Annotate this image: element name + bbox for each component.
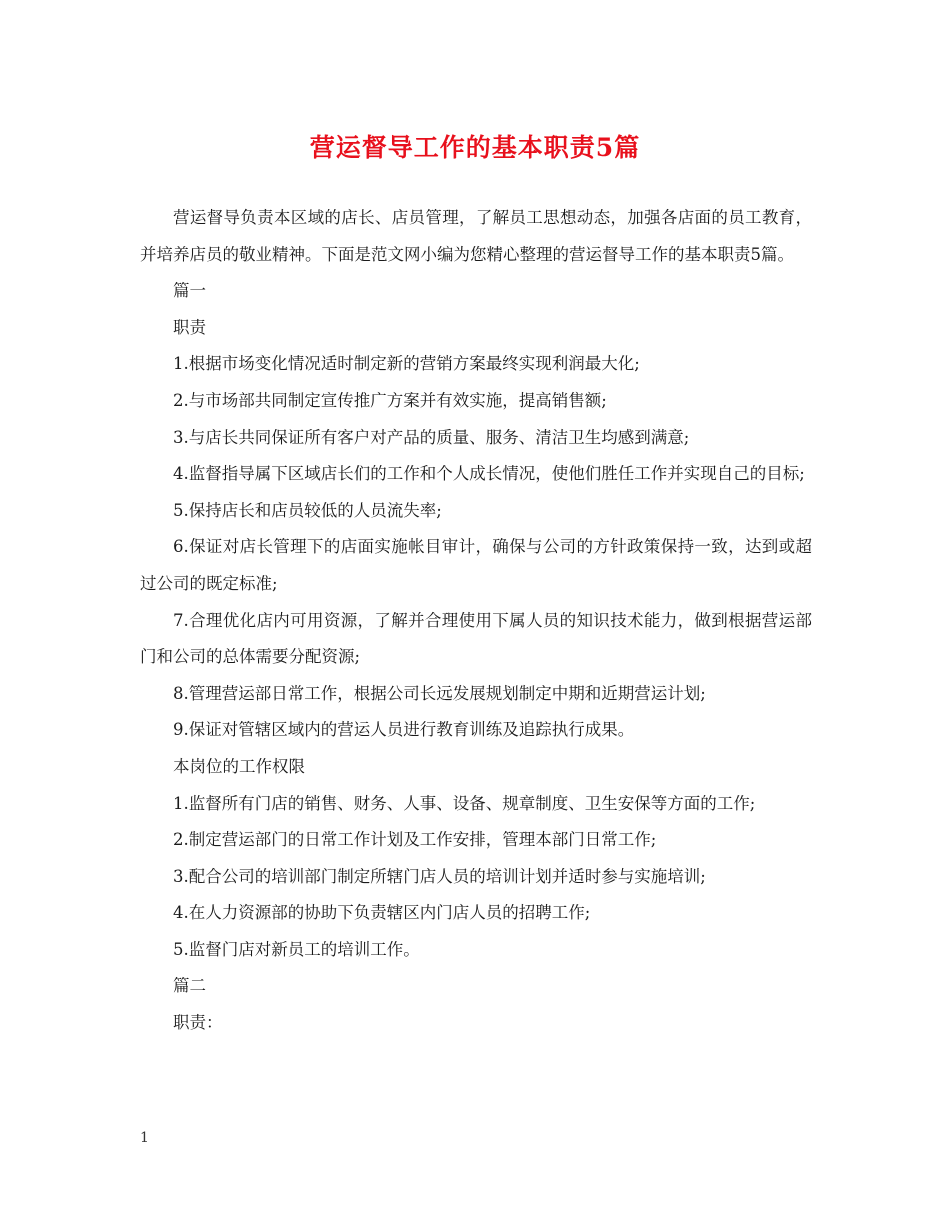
list-item: 5.监督门店对新员工的培训工作。 xyxy=(173,939,420,959)
subsection-heading: 职责 xyxy=(173,317,206,337)
list-item: 8.管理营运部日常工作，根据公司长远发展规划制定中期和近期营运计划; xyxy=(173,683,706,703)
page-number: 1 xyxy=(140,1130,149,1146)
paragraph-intro: 营运督导负责本区域的店长、店员管理，了解员工思想动态，加强各店面的员工教育，并培养店员的敬业精神。下面是范文网小编为您精心整理的营运督导工作的基本职责5篇。 xyxy=(140,208,812,264)
subsection-heading: 职责： xyxy=(173,1013,223,1033)
list-item: 2.与市场部共同制定宣传推广方案并有效实施，提高销售额; xyxy=(173,390,607,410)
list-item: 1.监督所有门店的销售、财务、人事、设备、规章制度、卫生安保等方面的工作; xyxy=(173,793,756,813)
subsection-heading: 本岗位的工作权限 xyxy=(173,756,305,776)
list-item: 3.配合公司的培训部门制定所辖门店人员的培训计划并适时参与实施培训; xyxy=(173,866,706,886)
list-item: 5.保持店长和店员较低的人员流失率; xyxy=(173,500,442,520)
list-item: 7.合理优化店内可用资源，了解并合理使用下属人员的知识技术能力，做到根据营运部门和公司的总体需要分配资源; xyxy=(140,610,812,667)
list-item: 9.保证对管辖区域内的营运人员进行教育训练及追踪执行成果。 xyxy=(173,720,635,740)
list-item: 2.制定营运部门的日常工作计划及工作安排，管理本部门日常工作; xyxy=(173,830,657,850)
list-item: 4.监督指导属下区域店长们的工作和个人成长情况，使他们胜任工作并实现自己的目标; xyxy=(173,464,805,484)
list-item: 4.在人力资源部的协助下负责辖区内门店人员的招聘工作; xyxy=(173,903,591,923)
document-title: 营运督导工作的基本职责5篇 xyxy=(309,133,641,162)
document-body xyxy=(140,200,812,1042)
section-heading: 篇二 xyxy=(173,976,206,996)
list-item: 3.与店长共同保证所有客户对产品的质量、服务、清洁卫生均感到满意; xyxy=(173,427,690,447)
section-heading: 篇一 xyxy=(173,281,206,301)
list-item: 6.保证对店长管理下的店面实施帐目审计，确保与公司的方针政策保持一致，达到或超过公司的既定标准; xyxy=(140,537,812,593)
list-item: 1.根据市场变化情况适时制定新的营销方案最终实现利润最大化; xyxy=(173,354,640,374)
